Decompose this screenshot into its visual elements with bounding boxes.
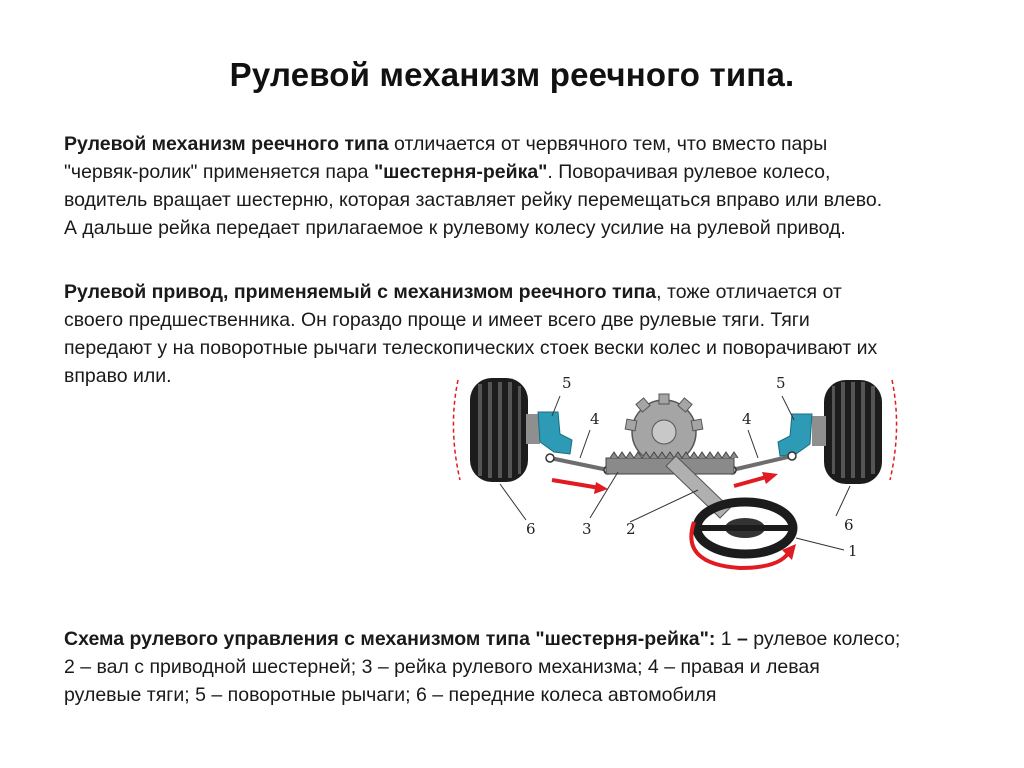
right-hub — [812, 416, 826, 446]
diagram-caption — [64, 625, 984, 709]
label-6-right: 6 — [844, 516, 854, 534]
label-4-right: 4 — [742, 410, 752, 428]
left-wheel-turn-outline — [453, 380, 460, 480]
caption-lead: Схема рулевого управления с механизмом типа "шестерня-рейка": — [64, 628, 716, 650]
paragraph1-line2 — [64, 158, 984, 186]
caption-line3: рулевые тяги; 5 – поворотные рычаги; 6 – передние колеса автомобиля — [64, 684, 717, 706]
left-motion-arrow — [552, 480, 600, 488]
left-steering-arm — [538, 412, 572, 454]
slide-title: Рулевой механизм реечного типа. — [229, 56, 795, 93]
paragraph1-line3: водитель вращает шестерню, которая заставляет рейку перемещаться вправо или влево. — [64, 189, 883, 211]
paragraph2-line1-rest: , тоже отличается от — [656, 281, 842, 303]
paragraph-rack-mechanism — [64, 130, 984, 242]
label-2: 2 — [626, 520, 636, 538]
paragraph1-line2-post: . Поворачивая рулевое колесо, — [547, 161, 831, 183]
paragraph1-lead: Рулевой механизм реечного типа — [64, 133, 389, 155]
paragraph1-line1-rest: отличается от червячного тем, что вместо пары — [388, 133, 828, 155]
right-front-wheel — [812, 380, 897, 484]
caption-line1 — [64, 625, 984, 653]
left-tie-rod — [550, 458, 608, 470]
steering-wheel — [697, 502, 793, 554]
caption-part1-num: 1 — [715, 628, 738, 650]
label-5-right: 5 — [776, 374, 786, 392]
paragraph2-line2: своего предшественника. Он гораздо проще и имеет всего две рулевые тяги. Тяги — [64, 309, 810, 331]
left-hub — [526, 414, 540, 444]
paragraph1-line2-bold: "шестерня-рейка" — [373, 161, 548, 183]
caption-part1-rest: рулевое колесо; — [747, 628, 901, 650]
label-5-left: 5 — [562, 374, 572, 392]
paragraph2-line1 — [64, 278, 984, 306]
left-front-wheel — [453, 378, 540, 482]
label-6-left: 6 — [526, 520, 536, 538]
label-3: 3 — [582, 520, 592, 538]
right-wheel-turn-outline — [890, 380, 897, 480]
paragraph2-lead: Рулевой привод, применяемый с механизмом реечного типа — [64, 281, 657, 303]
paragraph1-line1 — [64, 130, 984, 158]
label-1: 1 — [848, 542, 858, 560]
label-4-left: 4 — [590, 410, 600, 428]
caption-part1-dash: – — [737, 628, 748, 650]
right-tie-rod — [732, 456, 792, 470]
steering-diagram — [440, 368, 910, 600]
paragraph1-line4: А дальше рейка передает прилагаемое к рулевому колесу усилие на рулевой привод. — [64, 217, 846, 239]
paragraph2-line3: передают у на поворотные рычаги телескопических стоек вески колес и поворачивают их — [64, 337, 878, 359]
paragraph1-line2-pre: "червяк-ролик" применяется пара — [64, 161, 374, 183]
right-steering-arm — [778, 414, 812, 456]
steering-diagram-svg — [440, 368, 910, 600]
caption-line2: 2 – вал с приводной шестерней; 3 – рейка рулевого механизма; 4 – правая и левая — [64, 656, 820, 678]
paragraph2-line4: вправо или. — [64, 365, 172, 387]
